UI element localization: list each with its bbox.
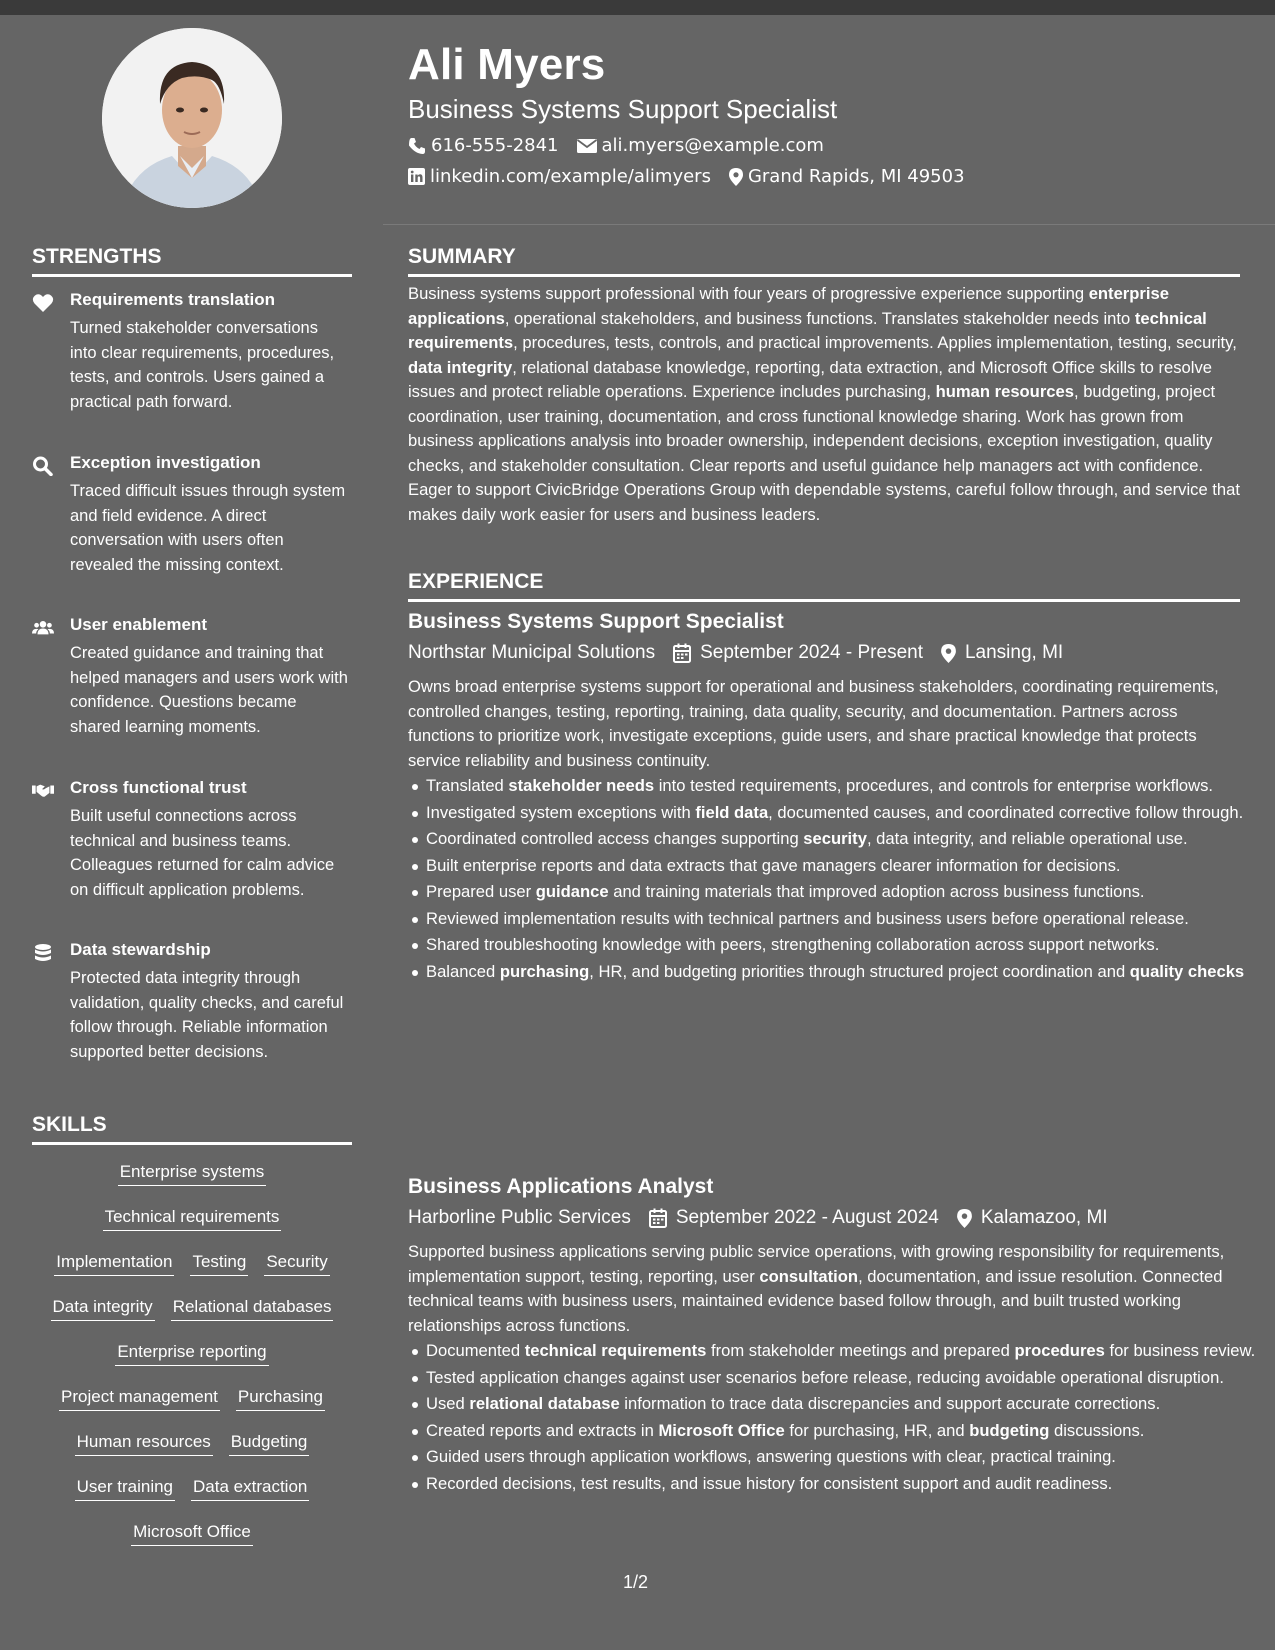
email-contact[interactable] xyxy=(577,135,824,156)
summary-text xyxy=(408,282,1240,527)
skill-tag: Human resources xyxy=(75,1432,213,1456)
search-icon xyxy=(32,456,54,476)
text-segment: Used xyxy=(426,1394,470,1413)
text-segment: , documented causes, and coordinated corrective follow through. xyxy=(768,802,1244,822)
skills-row xyxy=(32,1162,352,1186)
location-pin-icon xyxy=(729,168,743,186)
job-company: Harborline Public Services xyxy=(408,1207,631,1228)
strength-item xyxy=(32,778,352,918)
emphasis-text: technical requirements xyxy=(524,1341,707,1360)
text-segment: Reviewed implementation results with technical partners and business users before operational release. xyxy=(426,908,1189,928)
bullet-item xyxy=(426,801,1258,826)
calendar-icon xyxy=(649,1208,667,1228)
linkedin-text[interactable]: linkedin.com/example/alimyers xyxy=(430,166,711,187)
skill-tag: Testing xyxy=(190,1252,248,1276)
skill-tag: Purchasing xyxy=(236,1387,325,1411)
emphasis-text: relational database xyxy=(469,1394,620,1413)
text-segment: from stakeholder meetings and prepared xyxy=(706,1341,1015,1360)
skills-row xyxy=(32,1522,352,1546)
text-segment: into tested requirements, procedures, and controls for enterprise workflows. xyxy=(654,776,1214,795)
job-dates-group xyxy=(649,1207,939,1229)
strength-desc: Turned stakeholder conversations into clear requirements, procedures, tests, and controls. Users gained a practical path forward. xyxy=(70,319,335,411)
experience-heading: EXPERIENCE xyxy=(408,570,1240,602)
skill-tag: Data extraction xyxy=(191,1477,309,1501)
skill-tag: Project management xyxy=(59,1387,220,1411)
text-segment: Recorded decisions, test results, and issue history for consistent support and audit readiness. xyxy=(426,1473,1113,1493)
emphasis-text: technical requirements xyxy=(408,308,1207,352)
skill-tag: Budgeting xyxy=(229,1432,310,1456)
text-segment: Prepared user xyxy=(426,882,536,901)
strength-item xyxy=(32,615,352,755)
job-location: Kalamazoo, MI xyxy=(980,1207,1108,1228)
job-location-group xyxy=(957,1207,1108,1229)
emphasis-text: purchasing xyxy=(499,961,590,981)
job-dates-group xyxy=(673,642,923,664)
strength-name: Data stewardship xyxy=(70,940,211,959)
skill-tag: Technical requirements xyxy=(103,1207,282,1231)
bullet-item xyxy=(426,1419,1258,1444)
skill-tag: Relational databases xyxy=(171,1297,334,1321)
text-segment: information to trace data discrepancies and support accurate corrections. xyxy=(619,1394,1161,1413)
bullet-item xyxy=(426,960,1258,985)
job-title: Business Applications Analyst xyxy=(408,1175,714,1198)
job-location-group xyxy=(941,642,1063,664)
bullet-item xyxy=(426,1339,1258,1364)
text-segment: Tested application changes against user scenarios before release, reducing avoidable operational disruption. xyxy=(426,1367,1224,1387)
summary-heading: SUMMARY xyxy=(408,245,1240,277)
skill-tag: Security xyxy=(264,1252,329,1276)
skills-row xyxy=(32,1477,352,1501)
emphasis-text: budgeting xyxy=(969,1420,1050,1440)
emphasis-text: guidance xyxy=(535,882,609,901)
phone-icon xyxy=(408,137,426,155)
job-description xyxy=(408,1240,1240,1338)
linkedin-contact[interactable] xyxy=(408,166,711,187)
text-segment: Investigated system exceptions with xyxy=(426,802,696,822)
text-segment: Documented xyxy=(426,1341,525,1360)
email-icon xyxy=(577,138,597,154)
text-segment: Balanced xyxy=(426,961,500,981)
emphasis-text: field data xyxy=(695,802,769,822)
strength-name: Requirements translation xyxy=(70,290,275,309)
email-text[interactable]: ali.myers@example.com xyxy=(601,135,824,156)
top-bar xyxy=(0,0,1275,15)
strength-desc: Created guidance and training that helped managers and users work with confidence. Questions became shared learning moments. xyxy=(70,644,348,736)
strength-name: Exception investigation xyxy=(70,453,261,472)
job-title: Business Systems Support Specialist xyxy=(408,610,784,633)
users-icon xyxy=(32,618,54,638)
text-segment: , budgeting, project coordination, user training, documentation, and cross functional knowledge sharing. Work has grown from business applications analysis into broader ownership, independent decisions, exception investigation, quality checks, and stakeholder consultation. Clear reports and useful guidance help managers act with confidence. Eager to support CivicBridge Operations Group with dependable systems, careful follow through, and service that makes daily work easier for users and business leaders. xyxy=(408,382,1240,524)
emphasis-text: data integrity xyxy=(408,357,513,377)
emphasis-text: quality checks xyxy=(1129,961,1245,981)
text-segment: , procedures, tests, controls, and practical improvements. Applies implementation, testing, security, xyxy=(513,333,1237,352)
text-segment: for purchasing, HR, and xyxy=(784,1420,970,1440)
job-location: Lansing, MI xyxy=(964,642,1064,663)
skills-row xyxy=(32,1342,352,1366)
text-segment: , HR, and budgeting priorities through structured project coordination and xyxy=(589,961,1130,981)
strength-desc: Protected data integrity through validation, quality checks, and careful follow through. Reliable information supported better decisions. xyxy=(70,969,344,1061)
strength-desc: Traced difficult issues through system and field evidence. A direct conversation with users often revealed the missing context. xyxy=(70,482,346,574)
text-segment: , documentation, and issue resolution. Connected technical teams with business users, maintained evidence based follow through, and built trusted working relationships across functions. xyxy=(408,1266,1223,1335)
strength-name: Cross functional trust xyxy=(70,778,247,797)
strength-item xyxy=(32,290,352,430)
emphasis-text: Microsoft Office xyxy=(658,1420,785,1440)
text-segment: Guided users through application workflows, answering questions with clear, practical training. xyxy=(426,1447,1116,1466)
job-dates: September 2024 - Present xyxy=(700,642,923,663)
linkedin-icon xyxy=(408,168,425,185)
job-bullets xyxy=(408,774,1258,986)
emphasis-text: consultation xyxy=(759,1266,859,1286)
text-segment: Supported business applications serving public service operations, with growing responsibility for requirements, implementation support, testing, reporting, user xyxy=(408,1242,1225,1286)
candidate-name: Ali Myers xyxy=(408,40,606,89)
database-icon xyxy=(32,943,54,963)
bullet-item xyxy=(426,1472,1258,1497)
emphasis-text: stakeholder needs xyxy=(508,776,655,795)
emphasis-text: human resources xyxy=(935,382,1074,401)
bullet-item xyxy=(426,880,1258,905)
job-dates: September 2022 - August 2024 xyxy=(675,1207,939,1228)
skills-row xyxy=(32,1207,352,1231)
job-bullets xyxy=(408,1339,1258,1498)
skills-heading: SKILLS xyxy=(32,1113,352,1145)
strength-item xyxy=(32,453,352,593)
strengths-heading: STRENGTHS xyxy=(32,245,352,277)
bullet-item xyxy=(426,1445,1258,1470)
profile-photo xyxy=(102,28,282,208)
text-segment: Created reports and extracts in xyxy=(426,1420,659,1440)
skill-tag: Microsoft Office xyxy=(131,1522,253,1546)
emphasis-text: enterprise applications xyxy=(408,284,1169,328)
bullet-item xyxy=(426,827,1258,852)
strength-desc: Built useful connections across technical and business teams. Colleagues returned for calm advice on difficult application problems. xyxy=(70,807,335,899)
skills-row xyxy=(32,1387,352,1411)
text-segment: , data integrity, and reliable operational use. xyxy=(866,829,1188,848)
text-segment: Shared troubleshooting knowledge with peers, strengthening collaboration across support networks. xyxy=(426,935,1160,954)
phone-text: 616-555-2841 xyxy=(431,135,559,156)
job-description xyxy=(408,675,1240,773)
location-text: Grand Rapids, MI 49503 xyxy=(747,166,965,187)
text-segment: Owns broad enterprise systems support for operational and business stakeholders, coordinating requirements, controlled changes, testing, reporting, training, data quality, security, and documentation. Partners across functions to prioritize work, investigate exceptions, guide users, and share practical knowledge that protects service reliability and business continuity. xyxy=(408,677,1219,770)
emphasis-text: security xyxy=(803,829,867,848)
skill-tag: Implementation xyxy=(54,1252,174,1276)
handshake-icon xyxy=(32,781,54,801)
text-segment: Coordinated controlled access changes supporting xyxy=(426,829,804,848)
skill-tag: Enterprise systems xyxy=(118,1162,267,1186)
emphasis-text: procedures xyxy=(1014,1341,1105,1360)
location-contact xyxy=(729,166,965,187)
bullet-item xyxy=(426,1392,1258,1417)
page-number: 1/2 xyxy=(623,1572,649,1592)
skills-row xyxy=(32,1432,352,1456)
text-segment: Business systems support professional with four years of progressive experience supporting xyxy=(408,284,1089,303)
job-company: Northstar Municipal Solutions xyxy=(408,642,656,663)
job-meta xyxy=(408,1207,1126,1229)
skills-row xyxy=(32,1297,352,1321)
text-segment: and training materials that improved adoption across business functions. xyxy=(608,882,1145,901)
bullet-item xyxy=(426,907,1258,932)
job-meta xyxy=(408,642,1081,664)
strength-name: User enablement xyxy=(70,615,207,634)
skill-tag: Data integrity xyxy=(51,1297,155,1321)
contact-row xyxy=(408,135,842,156)
skill-tag: Enterprise reporting xyxy=(115,1342,268,1366)
bullet-item xyxy=(426,854,1258,879)
candidate-title: Business Systems Support Specialist xyxy=(408,94,838,124)
text-segment: for business review. xyxy=(1104,1341,1256,1360)
bullet-item xyxy=(426,933,1258,958)
skills-row xyxy=(32,1252,352,1276)
text-segment: , relational database knowledge, reporting, data extraction, and Microsoft Office skills to resolve issues and protect reliable operations. Experience includes purchasing, xyxy=(408,357,1212,401)
text-segment: Translated xyxy=(426,776,509,795)
text-segment: , operational stakeholders, and business functions. Translates stakeholder needs into xyxy=(504,308,1135,328)
heart-icon xyxy=(32,293,54,313)
header-divider xyxy=(383,224,1275,225)
phone-contact xyxy=(408,135,559,156)
skill-tag: User training xyxy=(75,1477,175,1501)
text-segment: Built enterprise reports and data extracts that gave managers clearer information for decisions. xyxy=(426,855,1121,875)
location-pin-icon xyxy=(957,1209,972,1228)
contact-row xyxy=(408,166,983,187)
bullet-item xyxy=(426,1366,1258,1391)
bullet-item xyxy=(426,774,1258,799)
strength-item xyxy=(32,940,352,1080)
calendar-icon xyxy=(673,643,691,663)
location-pin-icon xyxy=(941,644,956,663)
text-segment: discussions. xyxy=(1049,1420,1145,1440)
